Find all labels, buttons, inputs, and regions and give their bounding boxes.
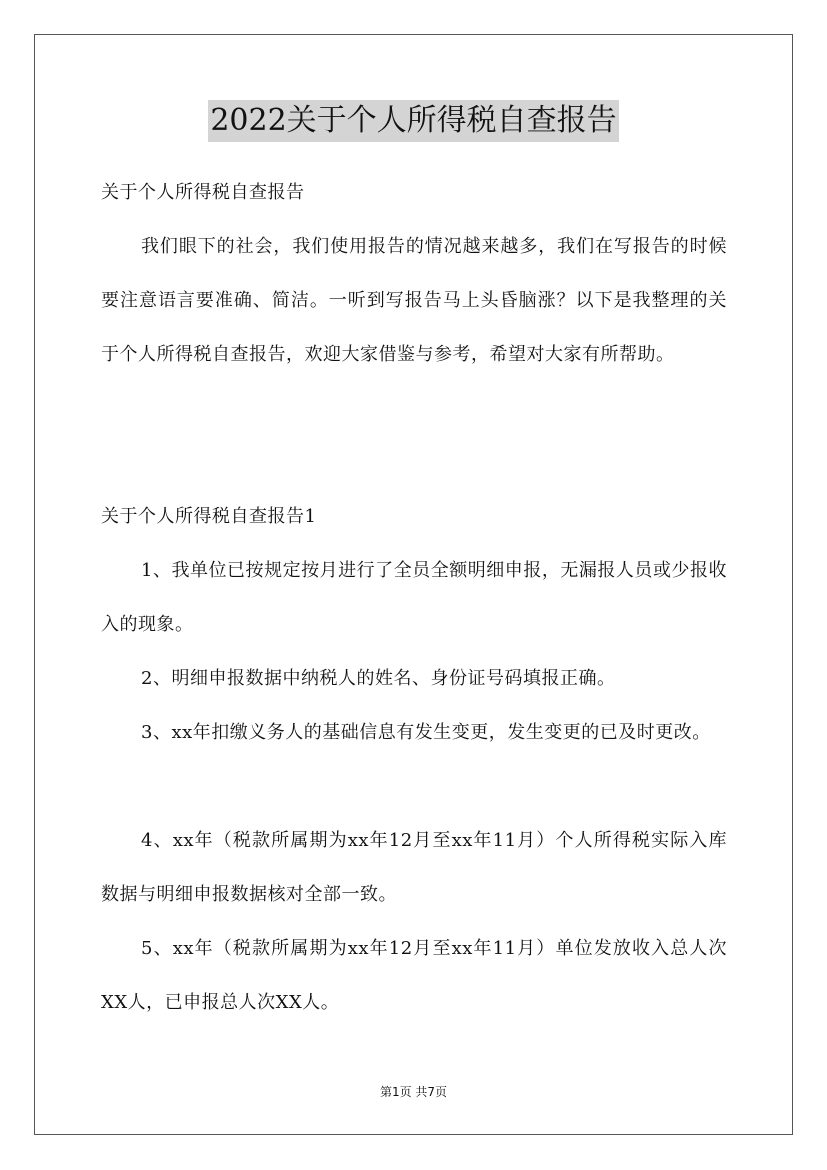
page-footer: 第1页 共7页 [379,1085,448,1099]
intro-paragraph: 我们眼下的社会，我们使用报告的情况越来越多，我们在写报告的时候要注意语言要准确、简洁。一听到写报告马上头昏脑涨？以下是我整理的关于个人所得税自查报告，欢迎大家借鉴与参考，希望对大家有所帮助。 [101,236,727,365]
section-heading: 关于个人所得税自查报告1 [101,506,317,527]
list-item: 3、xx年扣缴义务人的基础信息有发生变更，发生变更的已及时更改。 [141,722,711,743]
list-item: 4、xx年（税款所属期为xx年12月至xx年11月）个人所得税实际入库数据与明细申报数据核对全部一致。 [101,830,727,905]
title-container [0,100,827,142]
list-item: 5、xx年（税款所属期为xx年12月至xx年11月）单位发放收入总人次XX人，已申报总人次XX人。 [101,938,727,1013]
list-item: 2、明细申报数据中纳税人的姓名、身份证号码填报正确。 [141,668,616,689]
list-item: 1、我单位已按规定按月进行了全员全额明细申报，无漏报人员或少报收入的现象。 [101,560,727,635]
document-subtitle: 关于个人所得税自查报告 [101,182,305,203]
document-title: 2022关于个人所得税自查报告 [208,100,618,142]
